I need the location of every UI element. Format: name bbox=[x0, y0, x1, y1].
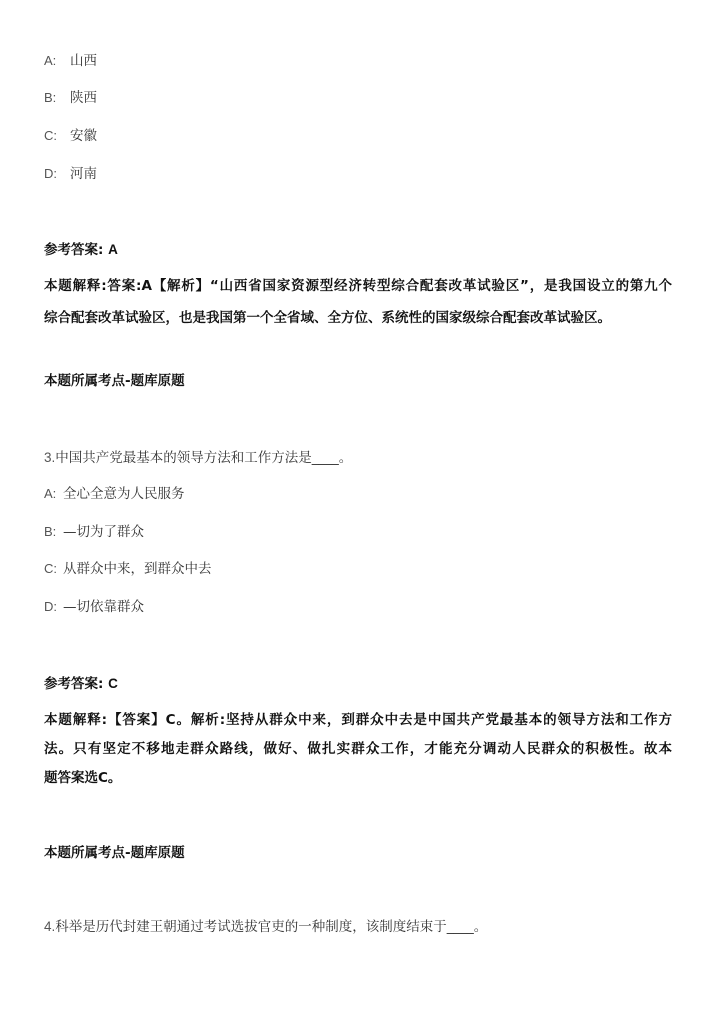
option-letter: C: bbox=[44, 561, 57, 576]
answer bbox=[44, 242, 118, 258]
answer-value: A bbox=[108, 242, 118, 257]
question-stem bbox=[44, 919, 487, 935]
option-b bbox=[44, 524, 144, 540]
option-letter: A: bbox=[44, 53, 57, 68]
answer-value: C bbox=[108, 676, 118, 691]
explanation-line: 综合配套改革试验区，也是我国第一个全省域、全方位、系统性的国家级综合配套改革试验区。 bbox=[44, 310, 611, 326]
option-c bbox=[44, 128, 97, 144]
explanation-line: 本题解释:【答案】C。解析:坚持从群众中来，到群众中去是中国共产党最基本的领导方法和工作方 bbox=[44, 712, 672, 728]
explanation-line: 法。只有坚定不移地走群众路线，做好、做扎实群众工作，才能充分调动人民群众的积极性。故本 bbox=[44, 741, 672, 757]
option-text: 山西 bbox=[70, 53, 97, 69]
question-text: 科举是历代封建王朝通过考试选拔官吏的一种制度，该制度结束于____。 bbox=[55, 919, 488, 935]
question-stem bbox=[44, 450, 352, 466]
option-text: —切为了群众 bbox=[63, 524, 144, 540]
knowledge-point: 本题所属考点-题库原题 bbox=[44, 373, 185, 389]
question-text: 中国共产党最基本的领导方法和工作方法是____。 bbox=[55, 450, 353, 466]
explanation-line: 本题解释:答案:A【解析】“山西省国家资源型经济转型综合配套改革试验区”，是我国设立的第九个 bbox=[44, 278, 672, 294]
option-letter: C: bbox=[44, 128, 57, 143]
option-b bbox=[44, 90, 97, 106]
option-text: 安徽 bbox=[70, 128, 97, 144]
answer bbox=[44, 676, 118, 692]
option-text: 陕西 bbox=[70, 90, 97, 106]
question-number: 3. bbox=[44, 450, 56, 465]
option-text: 从群众中来，到群众中去 bbox=[63, 561, 212, 577]
answer-label: 参考答案: bbox=[44, 676, 104, 692]
option-a bbox=[44, 486, 185, 502]
option-c bbox=[44, 561, 212, 577]
option-d bbox=[44, 166, 97, 182]
explanation-line: 题答案选C。 bbox=[44, 770, 122, 786]
option-text: —切依靠群众 bbox=[63, 599, 144, 615]
option-d bbox=[44, 599, 144, 615]
answer-label: 参考答案: bbox=[44, 242, 104, 258]
option-letter: B: bbox=[44, 524, 57, 539]
option-text: 河南 bbox=[70, 166, 97, 182]
option-letter: A: bbox=[44, 486, 57, 501]
option-letter: D: bbox=[44, 599, 57, 614]
option-a bbox=[44, 53, 97, 69]
question-number: 4. bbox=[44, 919, 56, 934]
option-letter: B: bbox=[44, 90, 57, 105]
knowledge-point: 本题所属考点-题库原题 bbox=[44, 845, 185, 861]
option-letter: D: bbox=[44, 166, 57, 181]
option-text: 全心全意为人民服务 bbox=[63, 486, 185, 502]
